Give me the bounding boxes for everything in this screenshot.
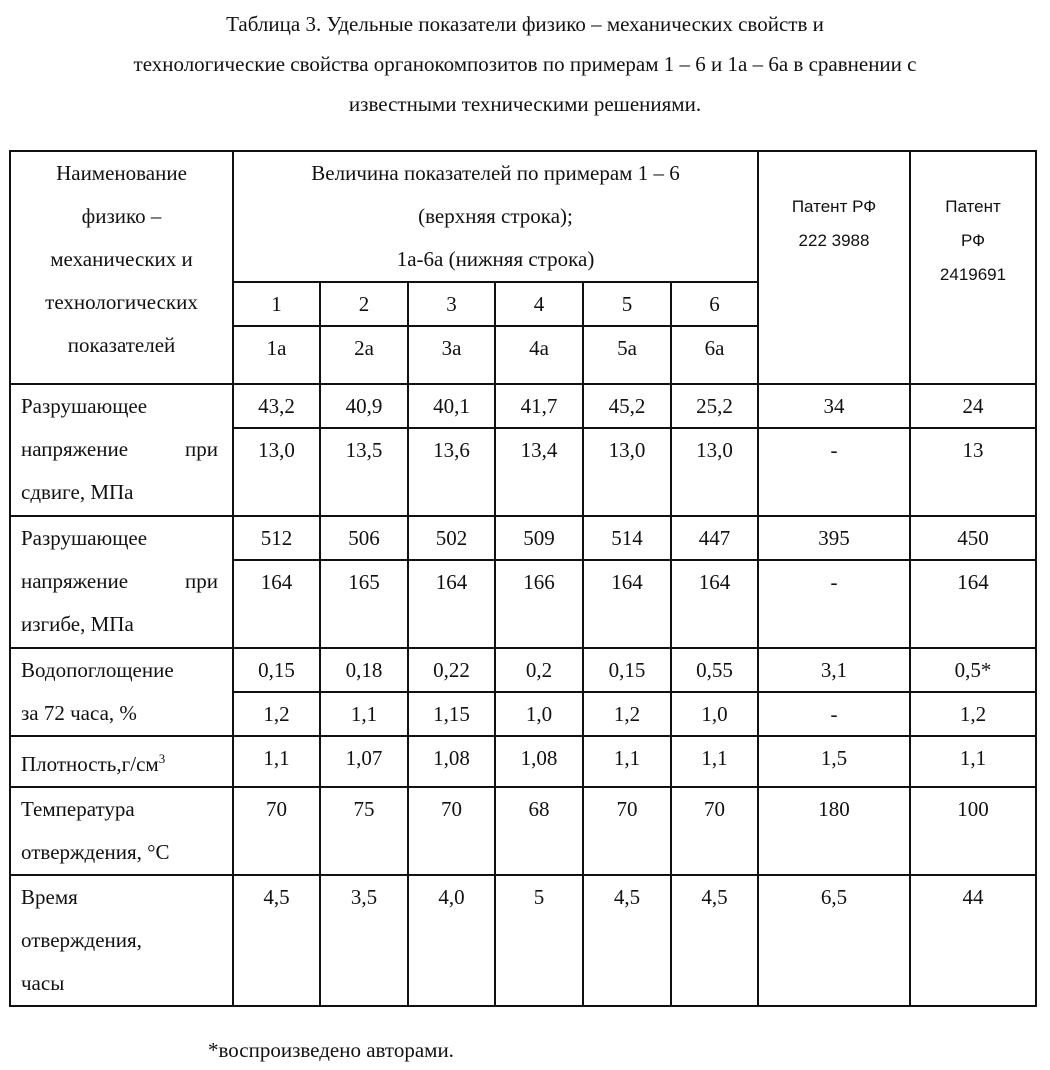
- header-example-number-a: 6а: [671, 326, 758, 384]
- table-cell: 450: [910, 516, 1036, 560]
- table-cell: 502: [408, 516, 495, 560]
- header-patent-line: РФ: [960, 231, 986, 250]
- header-example-number-a: 2а: [320, 326, 408, 384]
- header-examples-group: [233, 151, 758, 282]
- row-label-line: Разрушающее: [21, 526, 148, 550]
- row-label-sup: 3: [158, 751, 166, 766]
- table-cell: 70: [233, 787, 320, 875]
- table-cell: 164: [583, 560, 671, 648]
- properties-table: [9, 150, 1037, 1007]
- table-cell: 70: [408, 787, 495, 875]
- row-label-line: отверждения,: [21, 928, 142, 952]
- table-cell: 0,18: [320, 648, 408, 692]
- table-cell: 4,0: [408, 875, 495, 1006]
- header-example-number-a: 1а: [233, 326, 320, 384]
- header-example-number: 2: [320, 282, 408, 326]
- table-cell: 75: [320, 787, 408, 875]
- table-cell: 3,5: [320, 875, 408, 1006]
- table-cell: 70: [583, 787, 671, 875]
- row-label-line: Время: [21, 885, 78, 909]
- row-label-line: Разрушающее: [21, 394, 148, 418]
- caption-line-1: Таблица 3. Удельные показатели физико – механических свойств и: [226, 12, 824, 36]
- header-patent-line: 222 3988: [798, 231, 870, 250]
- row-label-line: Водопоглощение: [21, 658, 174, 682]
- table-cell: 506: [320, 516, 408, 560]
- table-cell: 1,2: [583, 692, 671, 736]
- table-cell: 164: [408, 560, 495, 648]
- table-cell: 43,2: [233, 384, 320, 428]
- table-cell: 70: [671, 787, 758, 875]
- header-name-line: технологических: [45, 290, 198, 314]
- table-cell: 1,0: [671, 692, 758, 736]
- table-cell: 1,08: [495, 736, 583, 787]
- header-example-number: 4: [495, 282, 583, 326]
- table-cell: 68: [495, 787, 583, 875]
- header-example-number-a: 4а: [495, 326, 583, 384]
- table-row-time: [10, 875, 1036, 1006]
- table-cell: 180: [758, 787, 910, 875]
- header-name-line: физико –: [81, 204, 162, 228]
- table-cell: 6,5: [758, 875, 910, 1006]
- table-row-density: [10, 736, 1036, 787]
- row-label-time: [10, 875, 233, 1006]
- table-cell: 447: [671, 516, 758, 560]
- table-cell: 395: [758, 516, 910, 560]
- table-cell: 3,1: [758, 648, 910, 692]
- header-example-number: 5: [583, 282, 671, 326]
- caption-line-2: технологические свойства органокомпозитов по примерам 1 – 6 и 1а – 6а в сравнении с: [133, 52, 917, 76]
- header-group-line: 1а-6а (нижняя строка): [396, 247, 595, 271]
- table-cell: -: [758, 692, 910, 736]
- table-cell: 164: [671, 560, 758, 648]
- table-caption: [0, 4, 1050, 124]
- row-label-line: напряжение при: [21, 437, 218, 461]
- header-parameter-name: [10, 151, 233, 384]
- table-cell: 40,9: [320, 384, 408, 428]
- table-cell: 34: [758, 384, 910, 428]
- row-label-density: [10, 736, 233, 787]
- footnote: *воспроизведено авторами.: [208, 1038, 454, 1062]
- row-label-line: изгибе, МПа: [21, 612, 134, 636]
- table-cell: -: [758, 560, 910, 648]
- table-row-temperature: [10, 787, 1036, 875]
- table-cell: 13,4: [495, 428, 583, 516]
- table-cell: 514: [583, 516, 671, 560]
- row-label-line: сдвиге, МПа: [21, 480, 134, 504]
- table-cell: 165: [320, 560, 408, 648]
- header-patent-line: 2419691: [939, 265, 1007, 284]
- header-patent-1: [758, 151, 910, 384]
- row-label-line: отверждения, °С: [21, 840, 170, 864]
- table-cell: 509: [495, 516, 583, 560]
- table-cell: 0,5*: [910, 648, 1036, 692]
- table-cell: 164: [233, 560, 320, 648]
- caption-line-3: известными техническими решениями.: [348, 92, 702, 116]
- row-label-line: часы: [21, 971, 65, 995]
- header-name-line: Наименование: [56, 161, 187, 185]
- table-cell: 40,1: [408, 384, 495, 428]
- table-cell: 0,15: [583, 648, 671, 692]
- table-cell: 25,2: [671, 384, 758, 428]
- header-group-line: (верхняя строка);: [418, 204, 573, 228]
- table-cell: 1,07: [320, 736, 408, 787]
- table-cell: 512: [233, 516, 320, 560]
- row-label-shear: [10, 384, 233, 516]
- table-cell: 45,2: [583, 384, 671, 428]
- table-cell: 1,1: [910, 736, 1036, 787]
- table-cell: 4,5: [233, 875, 320, 1006]
- header-name-line: показателей: [67, 333, 176, 357]
- header-patent-line: Патент: [945, 197, 1001, 216]
- table-cell: 13,0: [233, 428, 320, 516]
- table-cell: 4,5: [583, 875, 671, 1006]
- row-label-line: Температура: [21, 797, 135, 821]
- table-cell: 4,5: [671, 875, 758, 1006]
- header-patent-line: Патент РФ: [791, 197, 877, 216]
- table-cell: 5: [495, 875, 583, 1006]
- table-cell: 0,22: [408, 648, 495, 692]
- table-cell: 1,1: [671, 736, 758, 787]
- table-cell: 0,15: [233, 648, 320, 692]
- table-cell: 41,7: [495, 384, 583, 428]
- header-example-number: 1: [233, 282, 320, 326]
- table-cell: 0,2: [495, 648, 583, 692]
- row-label-text: Плотность,г/см: [21, 752, 159, 776]
- table-cell: 13,5: [320, 428, 408, 516]
- header-example-number-a: 5а: [583, 326, 671, 384]
- table-cell: 13: [910, 428, 1036, 516]
- table-cell: 44: [910, 875, 1036, 1006]
- table-row-bending: [10, 516, 1036, 560]
- row-label-water: [10, 648, 233, 736]
- table-cell: 1,2: [233, 692, 320, 736]
- table-cell: -: [758, 428, 910, 516]
- row-label-temperature: [10, 787, 233, 875]
- table-row-shear: [10, 384, 1036, 428]
- table-cell: 1,15: [408, 692, 495, 736]
- row-label-bending: [10, 516, 233, 648]
- table-cell: 166: [495, 560, 583, 648]
- header-example-number: 3: [408, 282, 495, 326]
- header-row-group: [10, 151, 1036, 282]
- table-cell: 1,1: [320, 692, 408, 736]
- table-cell: 1,2: [910, 692, 1036, 736]
- table-cell: 13,6: [408, 428, 495, 516]
- table-cell: 1,1: [583, 736, 671, 787]
- table-cell: 24: [910, 384, 1036, 428]
- header-example-number: 6: [671, 282, 758, 326]
- table-cell: 100: [910, 787, 1036, 875]
- table-cell: 1,0: [495, 692, 583, 736]
- table-cell: 1,5: [758, 736, 910, 787]
- table-cell: 0,55: [671, 648, 758, 692]
- header-group-line: Величина показателей по примерам 1 – 6: [311, 161, 680, 185]
- row-label-line: напряжение при: [21, 569, 218, 593]
- table-row-water: [10, 648, 1036, 692]
- table-cell: 1,08: [408, 736, 495, 787]
- table-cell: 164: [910, 560, 1036, 648]
- table-cell: 1,1: [233, 736, 320, 787]
- table-cell: 13,0: [671, 428, 758, 516]
- row-label-line: за 72 часа, %: [21, 701, 137, 725]
- header-example-number-a: 3а: [408, 326, 495, 384]
- header-patent-2: [910, 151, 1036, 384]
- table-cell: 13,0: [583, 428, 671, 516]
- header-name-line: механических и: [50, 247, 193, 271]
